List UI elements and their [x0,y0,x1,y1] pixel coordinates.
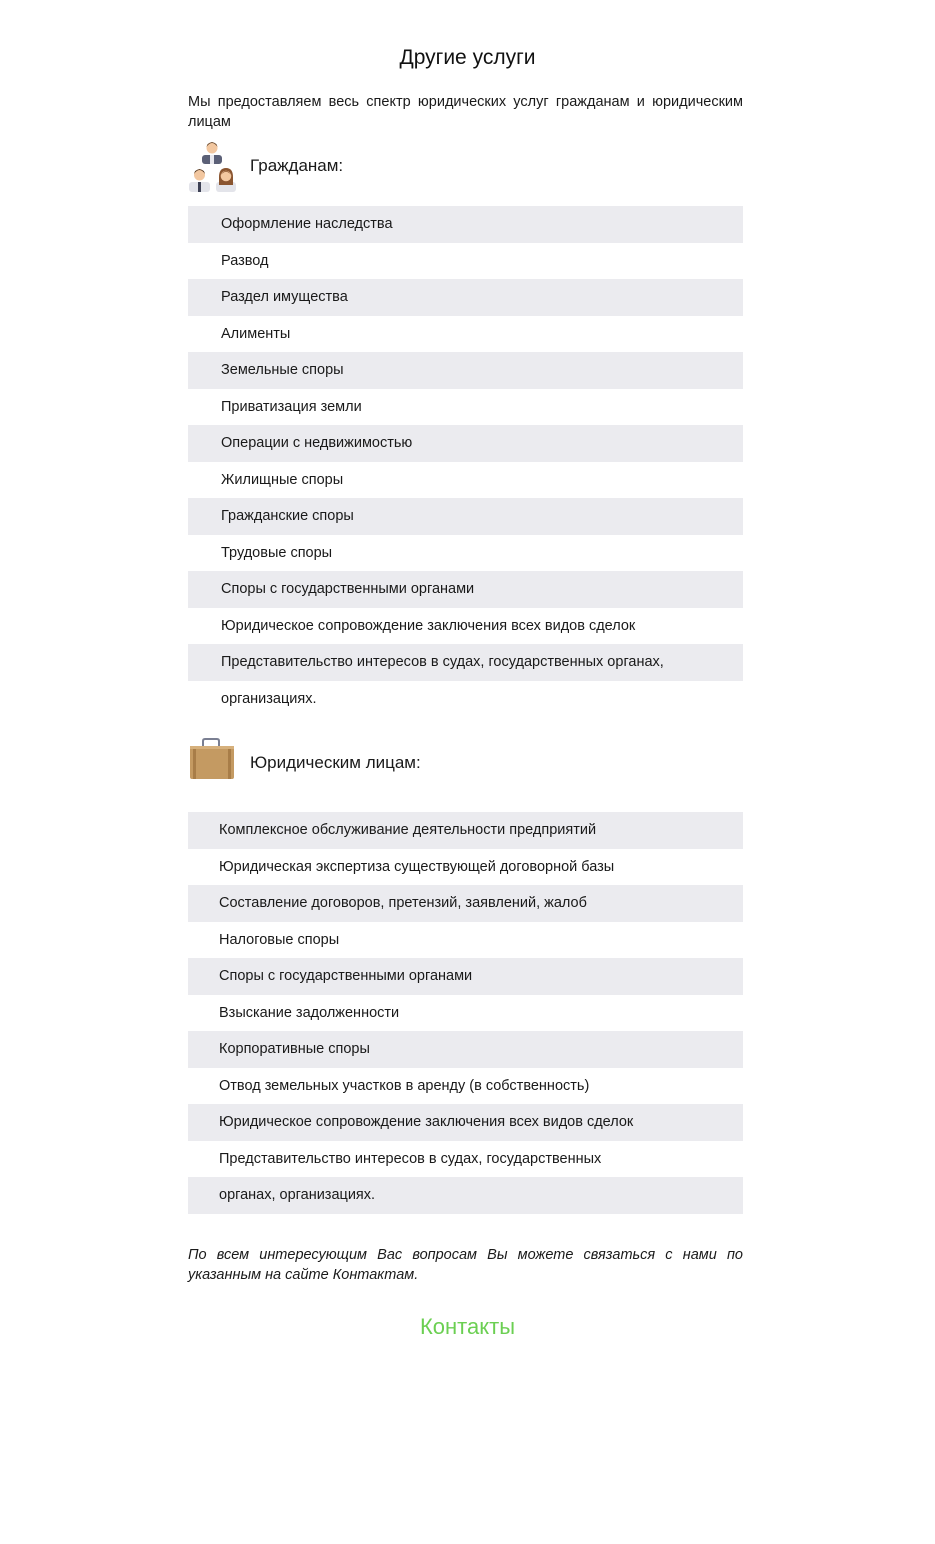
list-item: Представительство интересов в судах, государственных [219,1150,602,1167]
list-item: Представительство интересов в судах, государственных органах, [188,644,743,681]
briefcase-icon [188,738,238,792]
list-item: Комплексное обслуживание деятельности предприятий [188,812,743,849]
intro-text: Мы предоставляем весь спектр юридических услуг гражданам и юридическим лицам [188,94,743,130]
list-item: Трудовые споры [221,544,333,561]
contacts-link[interactable]: Контакты [419,1314,516,1339]
page-title: Другие услуги [399,46,536,69]
list-item: Юридическое сопровождение заключения всех видов сделок [188,1104,743,1141]
legal-section-header [188,738,743,794]
list-item: Жилищные споры [221,471,344,488]
list-item: Юридическая экспертиза существующей договорной базы [219,858,615,875]
legal-services-list [188,812,743,1214]
list-item: Земельные споры [188,352,743,389]
list-item: Споры с государственными органами [188,958,743,995]
list-item: органах, организациях. [188,1177,743,1214]
legal-heading: Юридическим лицам: [250,753,421,772]
list-item: Операции с недвижимостью [188,425,743,462]
people-group-icon [188,138,238,192]
list-item: Споры с государственными органами [188,571,743,608]
list-item: Оформление наследства [188,206,743,243]
list-item: Отвод земельных участков в аренду (в собственность) [219,1077,590,1094]
contact-note: По всем интересующим Вас вопросам Вы можете связаться с нами по указанным на сайте Контактам. [188,1247,743,1283]
list-item: Налоговые споры [219,931,340,948]
list-item: Приватизация земли [221,398,362,415]
list-item: Составление договоров, претензий, заявлений, жалоб [188,885,743,922]
list-item: Гражданские споры [188,498,743,535]
citizens-section-header [188,138,743,194]
list-item: Алименты [221,325,291,342]
list-item: организациях. [221,690,317,707]
list-item: Юридическое сопровождение заключения всех видов сделок [221,617,636,634]
list-item: Корпоративные споры [188,1031,743,1068]
citizens-services-list [188,206,743,717]
list-item: Раздел имущества [188,279,743,316]
list-item: Развод [221,252,269,269]
list-item: Взыскание задолженности [219,1004,400,1021]
citizens-heading: Гражданам: [250,156,344,175]
